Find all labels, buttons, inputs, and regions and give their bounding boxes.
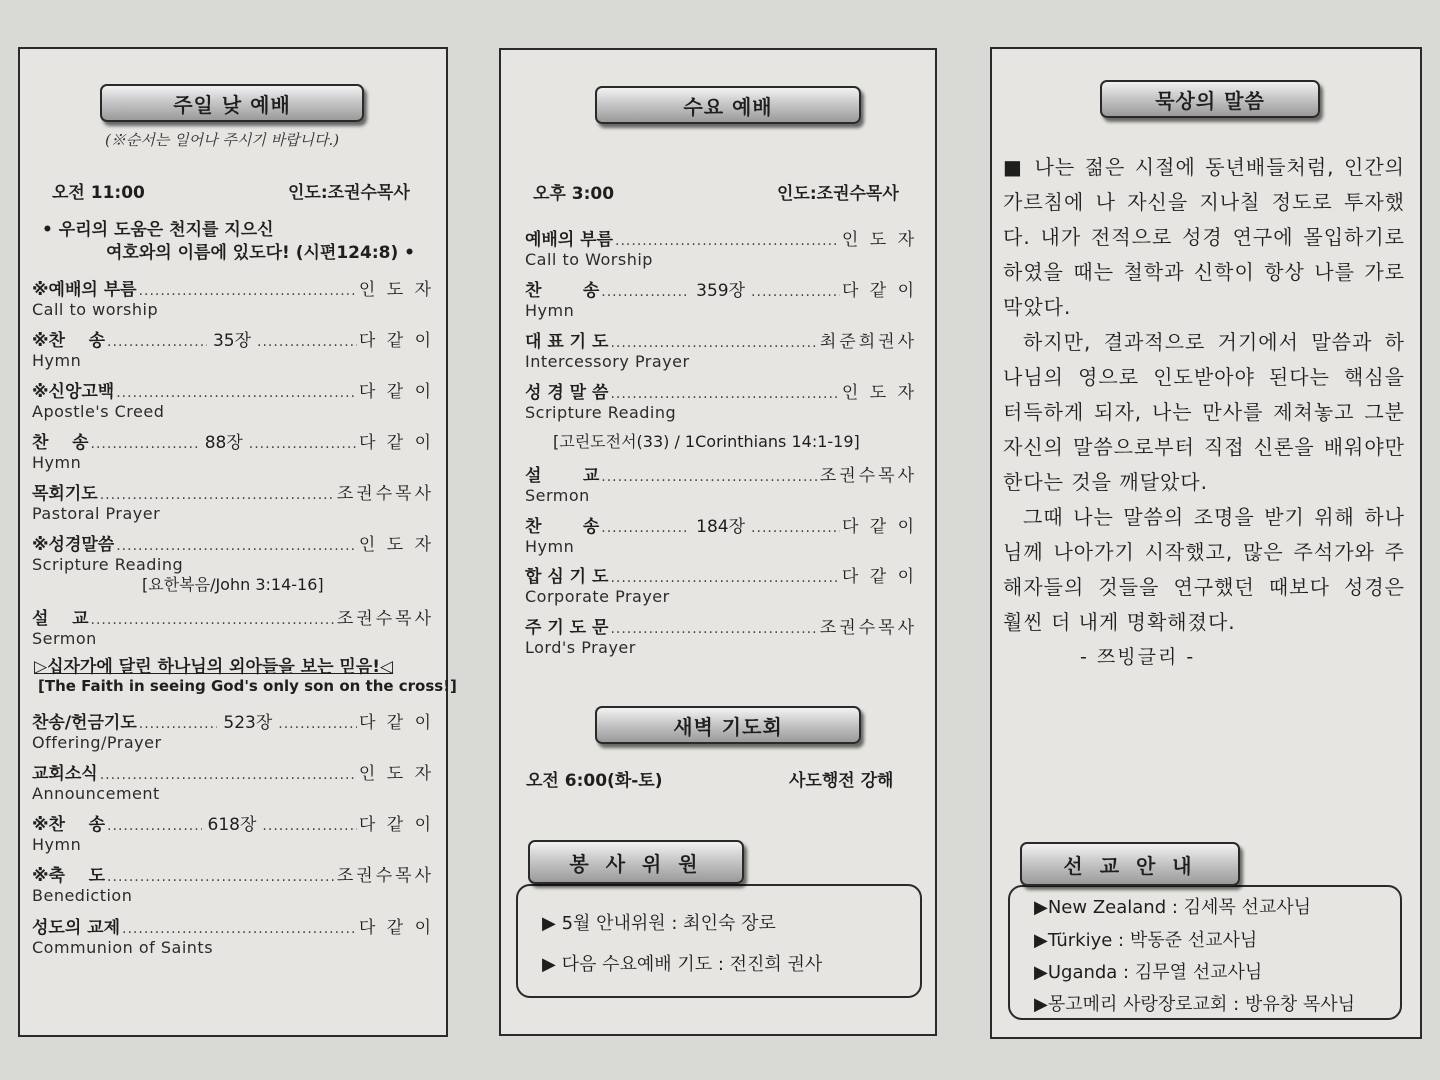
order-item	[525, 512, 917, 556]
sunday-time: 오전 11:00	[52, 183, 145, 203]
leader-dots	[601, 284, 690, 300]
wednesday-leader: 인도:조권수목사	[777, 184, 899, 204]
meditation-paragraph: 그때 나는 말씀의 조명을 받기 위해 하나님께 나아가기 시작했고, 많은 주석가와 주해자들의 것들을 연구했던 때보다 성경은 훨씬 더 내게 명확해졌다.	[1003, 505, 1405, 634]
leader-dots	[262, 818, 357, 834]
leader-dots	[116, 538, 357, 554]
order-item-english: Call to worship	[32, 300, 159, 319]
leader-dots	[751, 284, 840, 300]
order-item-person: 다 같 이	[841, 281, 918, 301]
sunday-scripture-ref: [요한복음/John 3:14-16]	[142, 575, 324, 594]
order-item-label: 찬송/헌금기도	[32, 713, 137, 733]
order-item-english: Lord's Prayer	[525, 638, 636, 657]
order-item-english: Corporate Prayer	[525, 587, 670, 606]
leader-dots	[107, 869, 335, 885]
leader-dots	[91, 612, 335, 628]
dawn-time: 오전 6:00(화-토)	[526, 771, 663, 791]
order-item-english: Sermon	[525, 486, 590, 505]
order-item	[32, 428, 434, 472]
order-item	[525, 562, 917, 606]
meditation-paragraph: ■ 나는 젊은 시절에 동년배들처럼, 인간의 가르침에 나 자신을 지나칠 정도로 투자했다. 내가 전적으로 성경 연구에 몰입하기로 하였을 때는 철학과 신학이 항상 나를 가로막았다.	[1003, 155, 1405, 319]
order-item-label: 설 교	[525, 466, 600, 486]
wednesday-time: 오후 3:00	[533, 184, 615, 204]
order-item-english: Hymn	[32, 453, 82, 472]
leader-dots	[91, 436, 199, 452]
order-item-english: Offering/Prayer	[32, 733, 162, 752]
leader-dots	[107, 818, 202, 834]
order-item-label: ※축 도	[32, 866, 106, 886]
order-item	[32, 759, 434, 803]
order-item-person: 조권수목사	[336, 484, 434, 504]
verse-line-1: • 우리의 도움은 천지를 지으신	[42, 220, 274, 240]
sunday-title: 주일 낮 예배	[100, 84, 364, 122]
order-item	[32, 530, 434, 574]
order-item	[525, 613, 917, 657]
sermon-title-en: [The Faith in seeing God's only son on the cross!]	[38, 677, 457, 695]
order-item-person: 다 같 이	[358, 433, 435, 453]
order-item	[525, 327, 917, 371]
order-item-person: 조권수목사	[819, 618, 917, 638]
order-item	[32, 326, 434, 370]
order-item	[32, 377, 434, 421]
leader-dots	[100, 767, 357, 783]
leader-dots	[139, 716, 218, 732]
sunday-leader: 인도:조권수목사	[288, 183, 410, 203]
order-item-english: Scripture Reading	[525, 403, 677, 422]
service-box	[516, 884, 922, 998]
hymn-number: 35장	[212, 331, 252, 351]
order-item-english: Announcement	[32, 784, 160, 803]
order-item-person: 다 같 이	[358, 815, 434, 835]
leader-dots	[751, 520, 840, 536]
hymn-number: 618장	[207, 815, 257, 835]
order-item-label: 대 표 기 도	[525, 332, 609, 352]
leader-dots	[601, 520, 690, 536]
order-item-english: Scripture Reading	[32, 555, 184, 574]
order-item	[525, 276, 917, 320]
order-item-person: 다 같 이	[358, 331, 434, 351]
order-item-label: 성 경 말 씀	[525, 383, 609, 403]
order-item-english: Intercessory Prayer	[525, 352, 690, 371]
order-item	[32, 708, 434, 752]
order-item-english: Sermon	[32, 629, 97, 648]
mission-line: ▶몽고메리 사랑장로교회 : 방유창 목사님	[1034, 994, 1356, 1015]
leader-dots	[100, 487, 335, 503]
order-item-english: Hymn	[32, 835, 82, 854]
order-item	[32, 604, 434, 648]
missions-title: 선 교 안 내	[1020, 842, 1240, 886]
order-item	[525, 461, 917, 505]
hymn-number: 88장	[204, 433, 243, 453]
service-line: ▶ 5월 안내위원 : 최인숙 장로	[542, 913, 776, 934]
order-item-label: 주 기 도 문	[525, 618, 609, 638]
order-item-person: 최준희권사	[819, 332, 917, 352]
order-item-english: Benediction	[32, 886, 133, 905]
leader-dots	[610, 621, 817, 637]
service-title: 봉 사 위 원	[528, 840, 744, 884]
order-item	[32, 861, 434, 905]
leader-dots	[278, 716, 357, 732]
order-item-person: 다 같 이	[358, 713, 435, 733]
order-item-person: 다 같 이	[841, 567, 917, 587]
leader-dots	[610, 335, 817, 351]
leader-dots	[257, 334, 357, 350]
leader-dots	[139, 283, 357, 299]
order-item-person: 다 같 이	[358, 382, 434, 402]
verse-line-2: 여호와의 이름에 있도다! (시편124:8) •	[106, 243, 416, 263]
order-item-label: 예배의 부름	[525, 230, 614, 250]
order-item-label: 성도의 교제	[32, 918, 121, 938]
order-item	[525, 378, 917, 422]
order-item	[32, 810, 434, 854]
order-item	[32, 913, 434, 957]
meditation-text	[1003, 150, 1405, 640]
order-item-label: 합 심 기 도	[525, 567, 609, 587]
dawn-title: 새벽 기도회	[595, 706, 861, 744]
order-item-english: Call to Worship	[525, 250, 653, 269]
meditation-author: - 쯔빙글리 -	[1080, 646, 1196, 668]
standing-note: (※순서는 일어나 주시기 바랍니다.)	[105, 131, 340, 149]
leader-dots	[615, 233, 840, 249]
order-item-label: 찬 송	[32, 433, 89, 453]
wednesday-scripture-ref: [고린도전서(33) / 1Corinthians 14:1-19]	[553, 432, 860, 451]
order-item	[32, 479, 434, 523]
order-item-english: Hymn	[525, 301, 575, 320]
order-item-label: ※찬 송	[32, 331, 106, 351]
order-item-english: Pastoral Prayer	[32, 504, 161, 523]
order-item-label: ※찬 송	[32, 815, 106, 835]
order-item-english: Apostle's Creed	[32, 402, 165, 421]
leader-dots	[610, 570, 839, 586]
service-line: ▶ 다음 수요예배 기도 : 전진희 권사	[542, 954, 823, 975]
order-item-label: 목회기도	[32, 484, 98, 504]
wednesday-title: 수요 예배	[595, 86, 861, 124]
meditation-paragraph: 하지만, 결과적으로 거기에서 말씀과 하나님의 영으로 인도받아야 된다는 핵심을 터득하게 되자, 나는 만사를 제쳐놓고 그분 자신의 말씀으로부터 직접 신론을 배워야만 한다는 것을 깨달았다.	[1003, 330, 1405, 494]
order-item-person: 조권수목사	[336, 609, 434, 629]
order-item-person: 인 도 자	[358, 764, 434, 784]
meditation-title: 묵상의 말씀	[1100, 80, 1320, 118]
order-item-label: 찬 송	[525, 517, 600, 537]
order-item-person: 조권수목사	[336, 866, 434, 886]
order-item-person: 인 도 자	[358, 280, 434, 300]
order-item-label: ※예배의 부름	[32, 280, 137, 300]
mission-line: ▶New Zealand : 김세목 선교사님	[1034, 897, 1312, 918]
mission-line: ▶Türkiye : 박동준 선교사님	[1034, 930, 1258, 951]
leader-dots	[122, 921, 357, 937]
order-item-person: 조권수목사	[819, 466, 917, 486]
hymn-number: 184장	[696, 517, 746, 537]
leader-dots	[249, 436, 357, 452]
order-item-label: ※신앙고백	[32, 382, 115, 402]
order-item	[32, 275, 434, 319]
order-item-person: 인 도 자	[841, 230, 917, 250]
order-item	[525, 225, 917, 269]
order-item-label: 설 교	[32, 609, 89, 629]
leader-dots	[610, 386, 839, 402]
order-item-label: ※성경말씀	[32, 535, 115, 555]
order-item-english: Hymn	[32, 351, 82, 370]
hymn-number: 359장	[696, 281, 746, 301]
leader-dots	[107, 334, 207, 350]
mission-line: ▶Uganda : 김무열 선교사님	[1034, 962, 1263, 983]
leader-dots	[116, 385, 357, 401]
sermon-title: ▷십자가에 달린 하나님의 외아들을 보는 믿음!◁	[34, 657, 394, 677]
order-item-person: 인 도 자	[358, 535, 434, 555]
hymn-number: 523장	[223, 713, 273, 733]
order-item-english: Hymn	[525, 537, 575, 556]
order-item-label: 교회소식	[32, 764, 98, 784]
order-item-person: 다 같 이	[841, 517, 918, 537]
order-item-person: 다 같 이	[358, 918, 434, 938]
order-item-person: 인 도 자	[841, 383, 917, 403]
dawn-desc: 사도행전 강해	[789, 771, 894, 791]
order-item-label: 찬 송	[525, 281, 600, 301]
leader-dots	[601, 469, 818, 485]
order-item-english: Communion of Saints	[32, 938, 214, 957]
